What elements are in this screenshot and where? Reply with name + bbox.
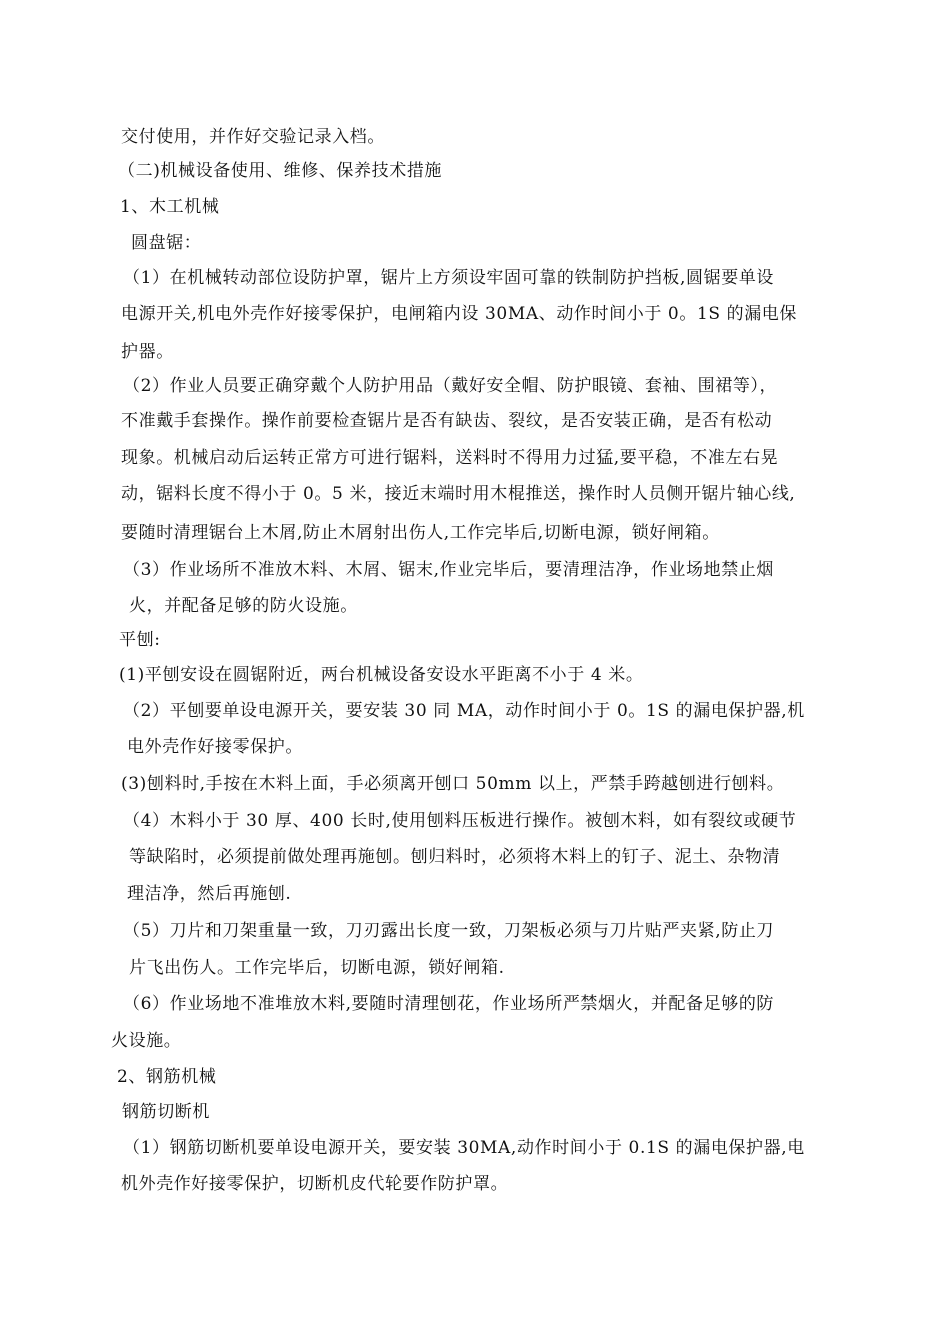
section-heading: （二)机械设备使用、维修、保养技术措施 <box>118 161 443 181</box>
text-line: 护器。 <box>121 342 174 362</box>
text-line: （5）刀片和刀架重量一致，刀刃露出长度一致，刀架板必须与刀片贴严夹紧,防止刀 <box>123 921 775 941</box>
text-line: 动，锯料长度不得小于 0。5 米，接近末端时用木棍推送，操作时人员侧开锯片轴心线, <box>121 484 796 504</box>
text-line: 现象。机械启动后运转正常方可进行锯料，送料时不得用力过猛,要平稳，不准左右晃 <box>121 448 779 468</box>
subsection-heading: 圆盘锯： <box>131 233 202 253</box>
text-line: 交付使用，并作好交验记录入档。 <box>121 127 385 147</box>
text-line: 火，并配备足够的防火设施。 <box>129 596 358 616</box>
text-line: 不准戴手套操作。操作前要检查锯片是否有缺齿、裂纹，是否安装正确，是否有松动 <box>121 411 773 431</box>
text-line: 电源开关,机电外壳作好接零保护，电闸箱内设 30MA、动作时间小于 0。1S 的漏电保 <box>121 304 798 324</box>
text-line: （1）钢筋切断机要单设电源开关，要安装 30MA,动作时间小于 0.1S 的漏电保护器,电 <box>123 1138 805 1158</box>
text-line: 片飞出伤人。工作完毕后，切断电源，锁好闸箱. <box>129 958 505 978</box>
text-line: 等缺陷时，必须提前做处理再施刨。刨归料时，必须将木料上的钉子、泥土、杂物清 <box>129 847 781 867</box>
text-line: （3）作业场所不准放木料、木屑、锯末,作业完毕后，要清理洁净，作业场地禁止烟 <box>123 560 775 580</box>
subsection-heading: 钢筋切断机 <box>122 1102 210 1122</box>
text-line: 电外壳作好接零保护。 <box>127 737 303 757</box>
section-heading: 2、钢筋机械 <box>117 1067 217 1087</box>
text-line: (1)平刨安设在圆锯附近，两台机械设备安设水平距离不小于 4 米。 <box>119 665 644 685</box>
text-line: （1）在机械转动部位设防护罩，锯片上方须设牢固可靠的铁制防护挡板,圆锯要单设 <box>123 268 775 288</box>
subsection-heading: 平刨: <box>119 630 161 650</box>
text-line: (3)刨料时,手按在木料上面，手必须离开刨口 50mm 以上，严禁手跨越刨进行刨料。 <box>121 774 785 794</box>
text-line: （6）作业场地不准堆放木料,要随时清理刨花，作业场所严禁烟火，并配备足够的防 <box>123 994 775 1014</box>
text-line: 要随时清理锯台上木屑,防止木屑射出伤人,工作完毕后,切断电源，锁好闸箱。 <box>121 523 720 543</box>
text-line: 火设施。 <box>111 1031 182 1051</box>
text-line: （2）平刨要单设电源开关，要安装 30 同 MA，动作时间小于 0。1S 的漏电保护器,机 <box>123 701 805 721</box>
text-line: 理洁净，然后再施刨. <box>127 884 292 904</box>
text-line: 机外壳作好接零保护，切断机皮代轮要作防护罩。 <box>121 1174 509 1194</box>
text-line: （2）作业人员要正确穿戴个人防护用品（戴好安全帽、防护眼镜、套袖、围裙等）， <box>123 376 778 396</box>
text-line: （4）木料小于 30 厚、400 长时,使用刨料压板进行操作。被刨木料，如有裂纹或硬节 <box>123 811 797 831</box>
section-heading: 1、木工机械 <box>120 197 220 217</box>
